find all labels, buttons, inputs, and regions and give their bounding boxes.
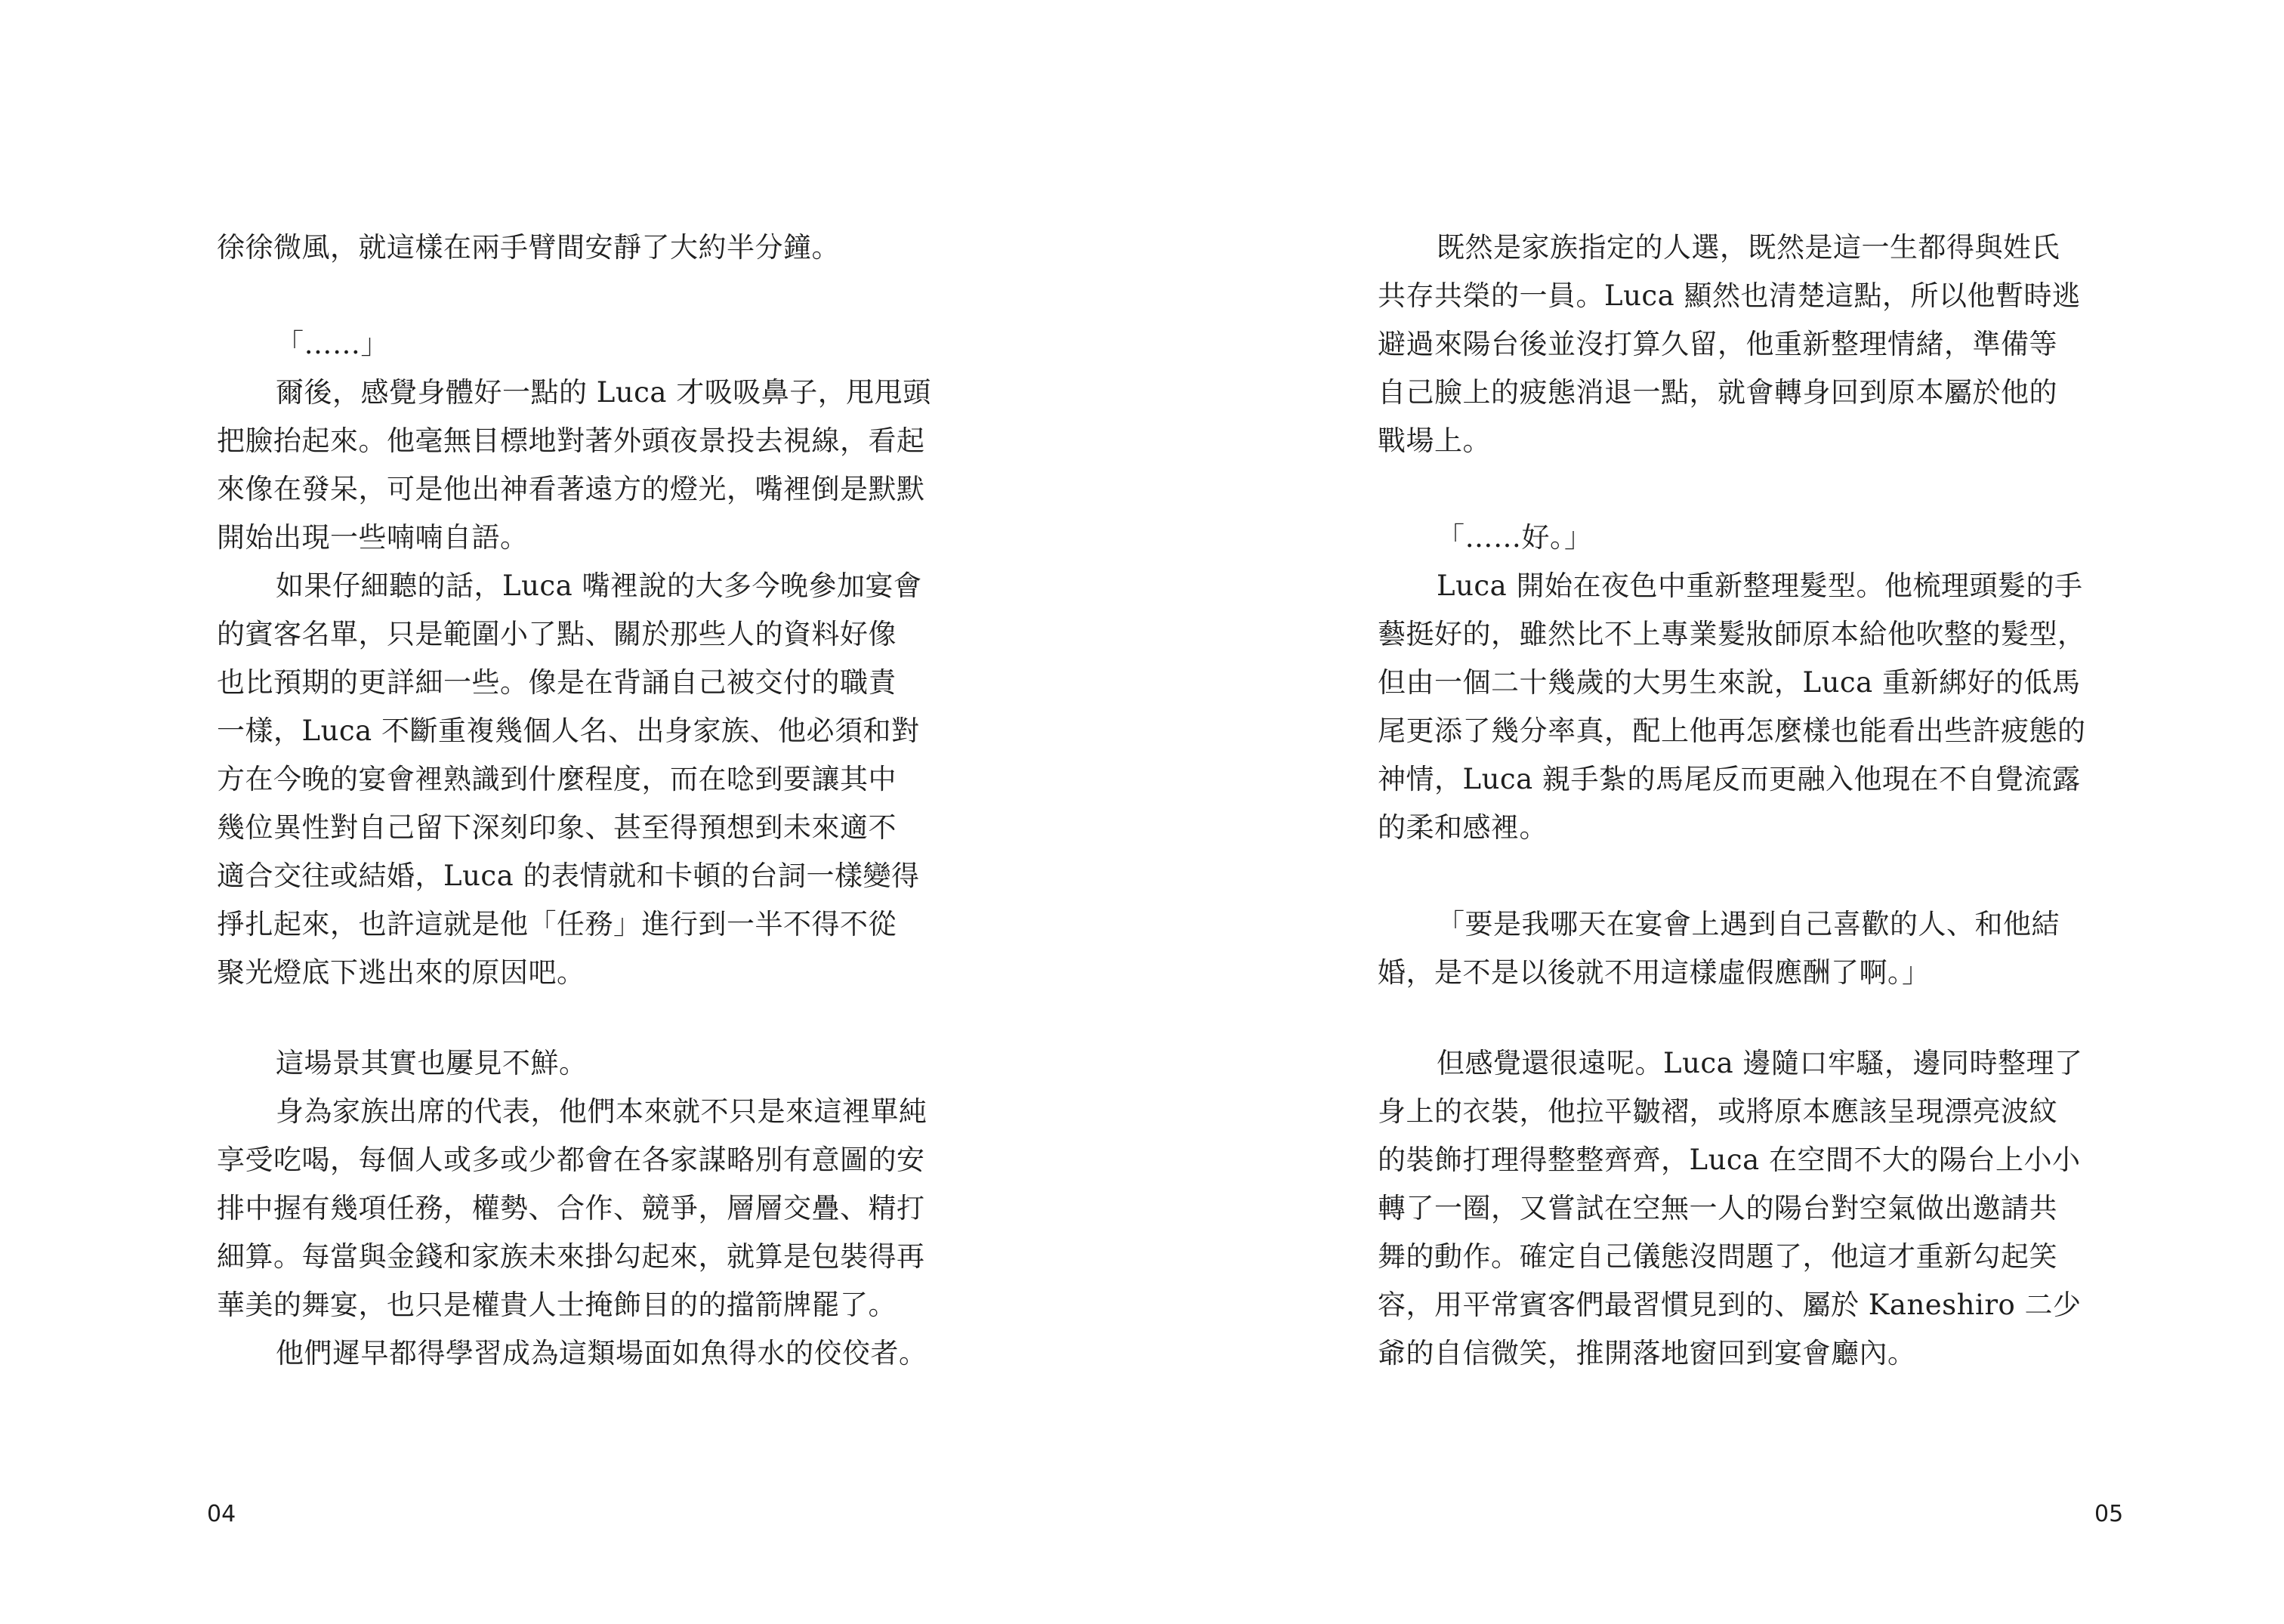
text-line: 但由一個二十幾歲的大男生來說，Luca 重新綁好的低馬 [1378, 666, 2081, 699]
text-line: 自己臉上的疲態消退一點，就會轉身回到原本屬於他的 [1378, 376, 2057, 409]
text-line: 如果仔細聽的話，Luca 嘴裡說的大多今晚參加宴會 [276, 570, 922, 602]
text-line: 爺的自信微笑，推開落地窗回到宴會廳內。 [1378, 1337, 1916, 1369]
text-line: 一樣，Luca 不斷重複幾個人名、出身家族、他必須和對 [217, 715, 920, 747]
text-line: 開始出現一些喃喃自語。 [217, 521, 529, 554]
text-line: 的裝飾打理得整整齊齊，Luca 在空間不大的陽台上小小 [1378, 1144, 2081, 1176]
text-line: 神情，Luca 親手紮的馬尾反而更融入他現在不自覺流露 [1378, 763, 2081, 795]
text-line: 「……」 [276, 328, 389, 360]
page-number: 05 [2094, 1501, 2124, 1527]
text-line: 避過來陽台後並沒打算久留，他重新整理情緒，準備等 [1378, 328, 2057, 360]
text-line: 聚光燈底下逃出來的原因吧。 [217, 956, 585, 989]
text-line: 身為家族出席的代表，他們本來就不只是來這裡單純 [276, 1095, 927, 1128]
text-line: 舞的動作。確定自己儀態沒問題了，他這才重新勾起笑 [1378, 1240, 2057, 1273]
text-line: 的柔和感裡。 [1378, 811, 1548, 844]
text-line: 也比預期的更詳細一些。像是在背誦自己被交付的職責 [217, 666, 897, 699]
text-line: 幾位異性對自己留下深刻印象、甚至得預想到未來適不 [217, 811, 897, 844]
text-line: 適合交往或結婚，Luca 的表情就和卡頓的台詞一樣變得 [217, 860, 920, 892]
text-line: 轉了一圈，又嘗試在空無一人的陽台對空氣做出邀請共 [1378, 1192, 2057, 1224]
text-line: 排中握有幾項任務，權勢、合作、競爭，層層交疊、精打 [217, 1192, 925, 1224]
text-line: 把臉抬起來。他毫無目標地對著外頭夜景投去視線，看起 [217, 425, 925, 457]
text-line: 婚，是不是以後就不用這樣虛假應酬了啊。」 [1378, 956, 1931, 989]
text-line: Luca 開始在夜色中重新整理髮型。他梳理頭髮的手 [1437, 570, 2083, 602]
text-line: 戰場上。 [1378, 425, 1491, 457]
page-number: 04 [207, 1501, 236, 1527]
text-line: 既然是家族指定的人選，既然是這一生都得與姓氏 [1437, 231, 2060, 264]
text-line: 身上的衣裝，他拉平皺褶，或將原本應該呈現漂亮波紋 [1378, 1095, 2057, 1128]
text-line: 他們遲早都得學習成為這類場面如魚得水的佼佼者。 [276, 1337, 927, 1369]
text-line: 掙扎起來，也許這就是他「任務」進行到一半不得不從 [217, 908, 897, 940]
text-line: 「要是我哪天在宴會上遇到自己喜歡的人、和他結 [1437, 908, 2060, 940]
text-line: 徐徐微風，就這樣在兩手臂間安靜了大約半分鐘。 [217, 231, 840, 264]
text-line: 藝挺好的，雖然比不上專業髮妝師原本給他吹整的髮型， [1378, 618, 2086, 650]
text-line: 這場景其實也屢見不鮮。 [276, 1047, 588, 1079]
right-page [1142, 0, 2284, 1624]
text-line: 來像在發呆，可是他出神看著遠方的燈光，嘴裡倒是默默 [217, 473, 925, 505]
text-line: 的賓客名單，只是範圍小了點、關於那些人的資料好像 [217, 618, 897, 650]
text-line: 但感覺還很遠呢。Luca 邊隨口牢騷，邊同時整理了 [1437, 1047, 2083, 1079]
text-line: 共存共榮的一員。Luca 顯然也清楚這點，所以他暫時逃 [1378, 279, 2081, 312]
text-line: 尾更添了幾分率真，配上他再怎麼樣也能看出些許疲態的 [1378, 715, 2086, 747]
text-line: 容，用平常賓客們最習慣見到的、屬於 Kaneshiro 二少 [1378, 1289, 2082, 1321]
text-line: 享受吃喝，每個人或多或少都會在各家謀略別有意圖的安 [217, 1144, 925, 1176]
text-line: 爾後，感覺身體好一點的 Luca 才吸吸鼻子，甩甩頭 [276, 376, 931, 409]
text-line: 華美的舞宴，也只是權貴人士掩飾目的的擋箭牌罷了。 [217, 1289, 897, 1321]
text-line: 「……好。」 [1437, 521, 1593, 554]
text-line: 方在今晚的宴會裡熟識到什麼程度，而在唸到要讓其中 [217, 763, 897, 795]
text-line: 細算。每當與金錢和家族未來掛勾起來，就算是包裝得再 [217, 1240, 925, 1273]
